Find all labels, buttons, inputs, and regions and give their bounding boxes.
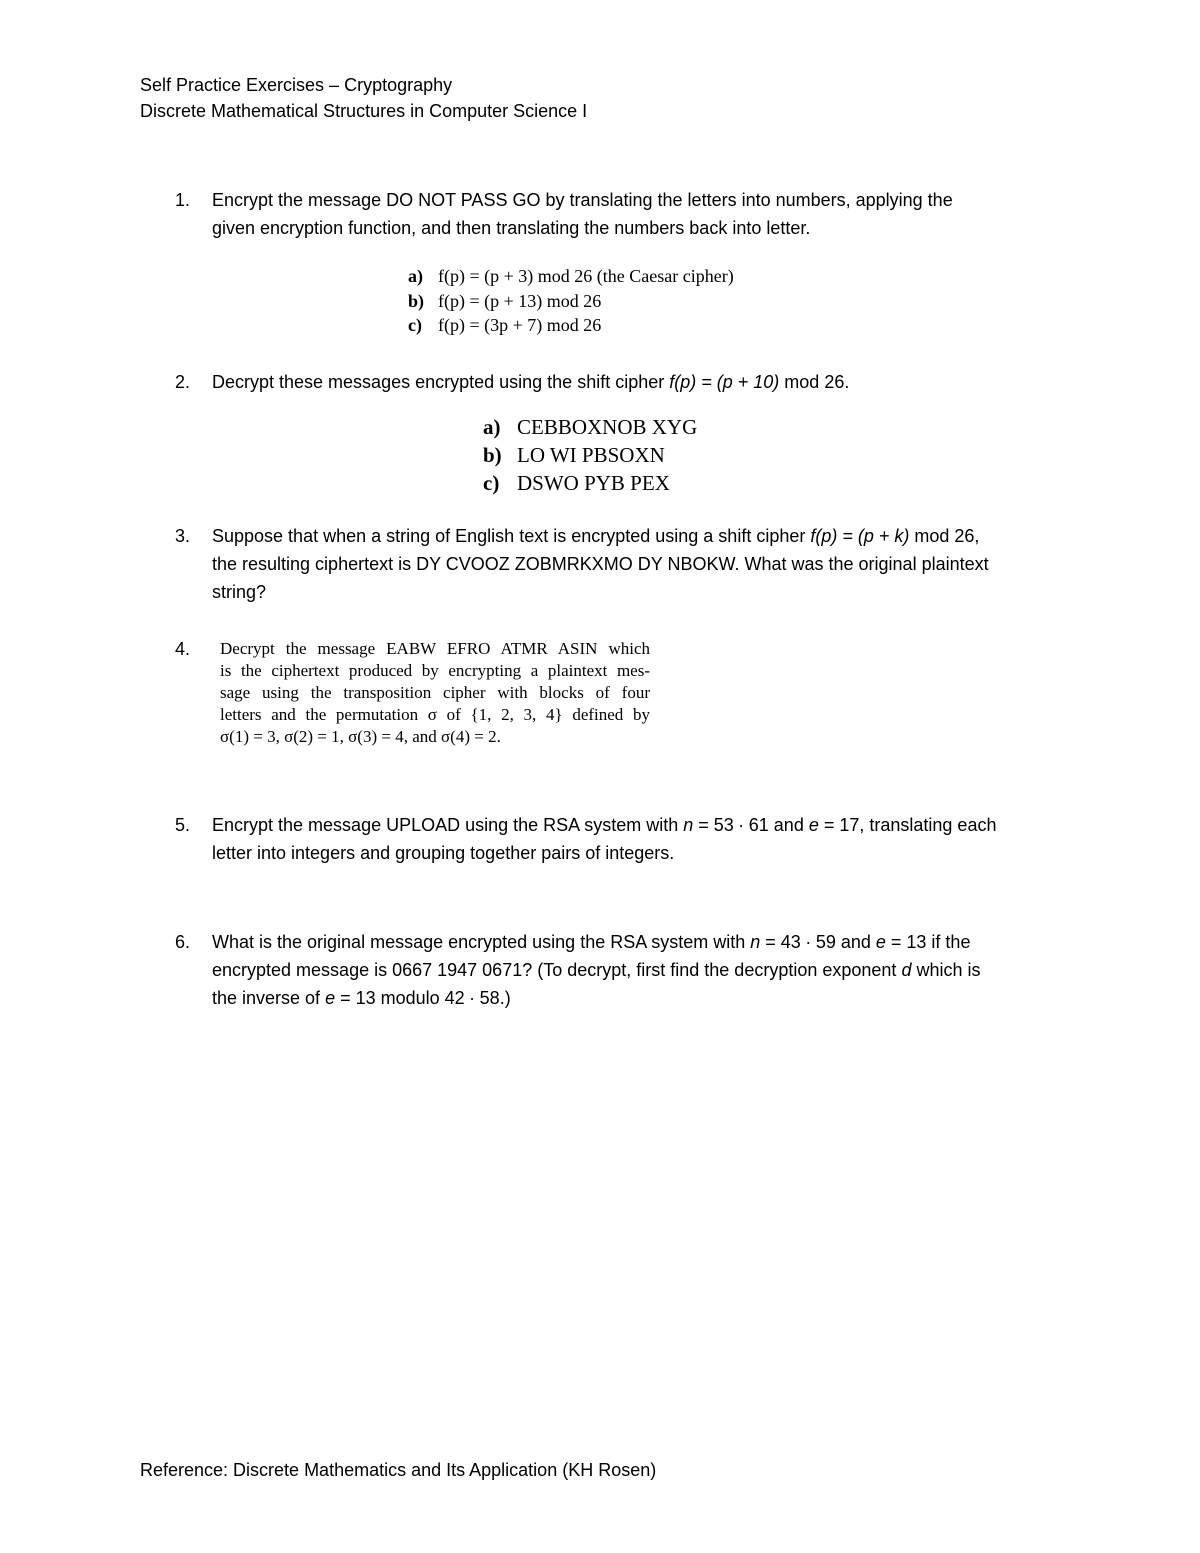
item-text: DSWO PYB PEX	[517, 471, 670, 495]
question-6	[175, 928, 1075, 1012]
q2-item-a	[483, 413, 697, 441]
item-label: c)	[483, 471, 500, 495]
q1-text: given encryption function, and then translating the numbers back into letter.	[212, 218, 811, 238]
q5-text: = 17, translating each	[818, 815, 997, 835]
item-label: b)	[408, 290, 425, 311]
q6-text: = 13 if the	[885, 932, 971, 952]
q1-item-b	[408, 289, 734, 314]
q3-text: the resulting ciphertext is	[212, 554, 417, 574]
item-text: f(p) = (p + 13) mod 26	[438, 290, 602, 311]
q5-text: = 53 ∙ 61 and	[693, 815, 809, 835]
q3-text: Suppose that when a string of English text is encrypted using a shift cipher	[212, 526, 811, 546]
q5-var-e: e	[808, 815, 819, 835]
q4-text	[220, 638, 650, 748]
q1-text: by translating the letters into numbers, applying the	[540, 190, 953, 210]
q6-text: = 43 ∙ 59 and	[760, 932, 876, 952]
q6-text: encrypted message is 0667 1947 0671? (To decrypt, first find the decryption exponent	[212, 960, 902, 980]
q5-text: using the RSA system with	[460, 815, 684, 835]
q4-line: Decrypt the message EABW EFRO ATMR ASIN which	[220, 639, 650, 658]
question-number: 5.	[175, 815, 191, 835]
q6-text: the inverse of	[212, 988, 326, 1008]
q6-var-e: e	[325, 988, 336, 1008]
q6-var-d: d	[901, 960, 912, 980]
q2-text: Decrypt these messages encrypted using the shift cipher	[212, 372, 670, 392]
q6-var-e: e	[875, 932, 886, 952]
question-number: 4.	[175, 639, 191, 659]
q4-line: letters and the permutation σ of {1, 2, 3, 4} defined by	[220, 705, 650, 724]
header-title: Self Practice Exercises – Cryptography	[140, 75, 453, 95]
q6-text: = 13 modulo 42 ∙ 58.)	[335, 988, 511, 1008]
item-text: f(p) = (3p + 7) mod 26	[438, 315, 602, 335]
q1-item-a	[408, 264, 734, 289]
question-5	[175, 811, 1075, 867]
q2-messages	[483, 413, 697, 497]
q6-var-n: n	[750, 932, 761, 952]
q1-item-c	[408, 313, 734, 338]
item-label: c)	[408, 315, 422, 335]
item-label: b)	[483, 443, 502, 467]
question-number: 2.	[175, 372, 191, 392]
q1-functions	[408, 264, 734, 338]
q5-text: Encrypt the message	[212, 815, 387, 835]
q3-text: string?	[212, 582, 267, 602]
q4-line: sage using the transposition cipher with blocks of four	[220, 683, 650, 702]
q3-text: . What was the original plaintext	[734, 554, 989, 574]
q2-text: mod 26.	[779, 372, 850, 392]
q5-message: UPLOAD	[386, 815, 461, 835]
q4-line: σ(1) = 3, σ(2) = 1, σ(3) = 4, and σ(4) = 2.	[220, 727, 501, 746]
question-1	[175, 186, 1075, 242]
item-label: a)	[483, 415, 501, 439]
item-text: f(p) = (p + 3) mod 26 (the Caesar cipher)	[438, 266, 734, 286]
q5-var-n: n	[683, 815, 694, 835]
q2-item-b	[483, 441, 697, 469]
q3-ciphertext: DY CVOOZ ZOBMRKXMO DY NBOKW	[416, 554, 735, 574]
footer-reference: Reference: Discrete Mathematics and Its Application (KH Rosen)	[140, 1460, 657, 1480]
question-3	[175, 522, 1075, 606]
q2-function: f(p) = (p + 10)	[669, 372, 780, 392]
q6-text: What is the original message encrypted using the RSA system with	[212, 932, 751, 952]
question-number: 6.	[175, 932, 191, 952]
item-text: LO WI PBSOXN	[517, 443, 665, 467]
item-label: a)	[408, 266, 423, 286]
q4-line: is the ciphertext produced by encrypting a plaintext mes-	[220, 661, 650, 680]
q1-message: DO NOT PASS GO	[386, 190, 541, 210]
q5-text: letter into integers and grouping together pairs of integers.	[212, 843, 675, 863]
question-2	[175, 368, 1075, 396]
q3-text: mod 26,	[909, 526, 980, 546]
item-text: CEBBOXNOB XYG	[517, 415, 698, 439]
q1-text: Encrypt the message	[212, 190, 387, 210]
q3-function: f(p) = (p + k)	[810, 526, 910, 546]
q6-text: which is	[911, 960, 981, 980]
q2-item-c	[483, 469, 697, 497]
question-number: 3.	[175, 526, 191, 546]
question-number: 1.	[175, 190, 191, 210]
header-course: Discrete Mathematical Structures in Computer Science I	[140, 101, 588, 121]
